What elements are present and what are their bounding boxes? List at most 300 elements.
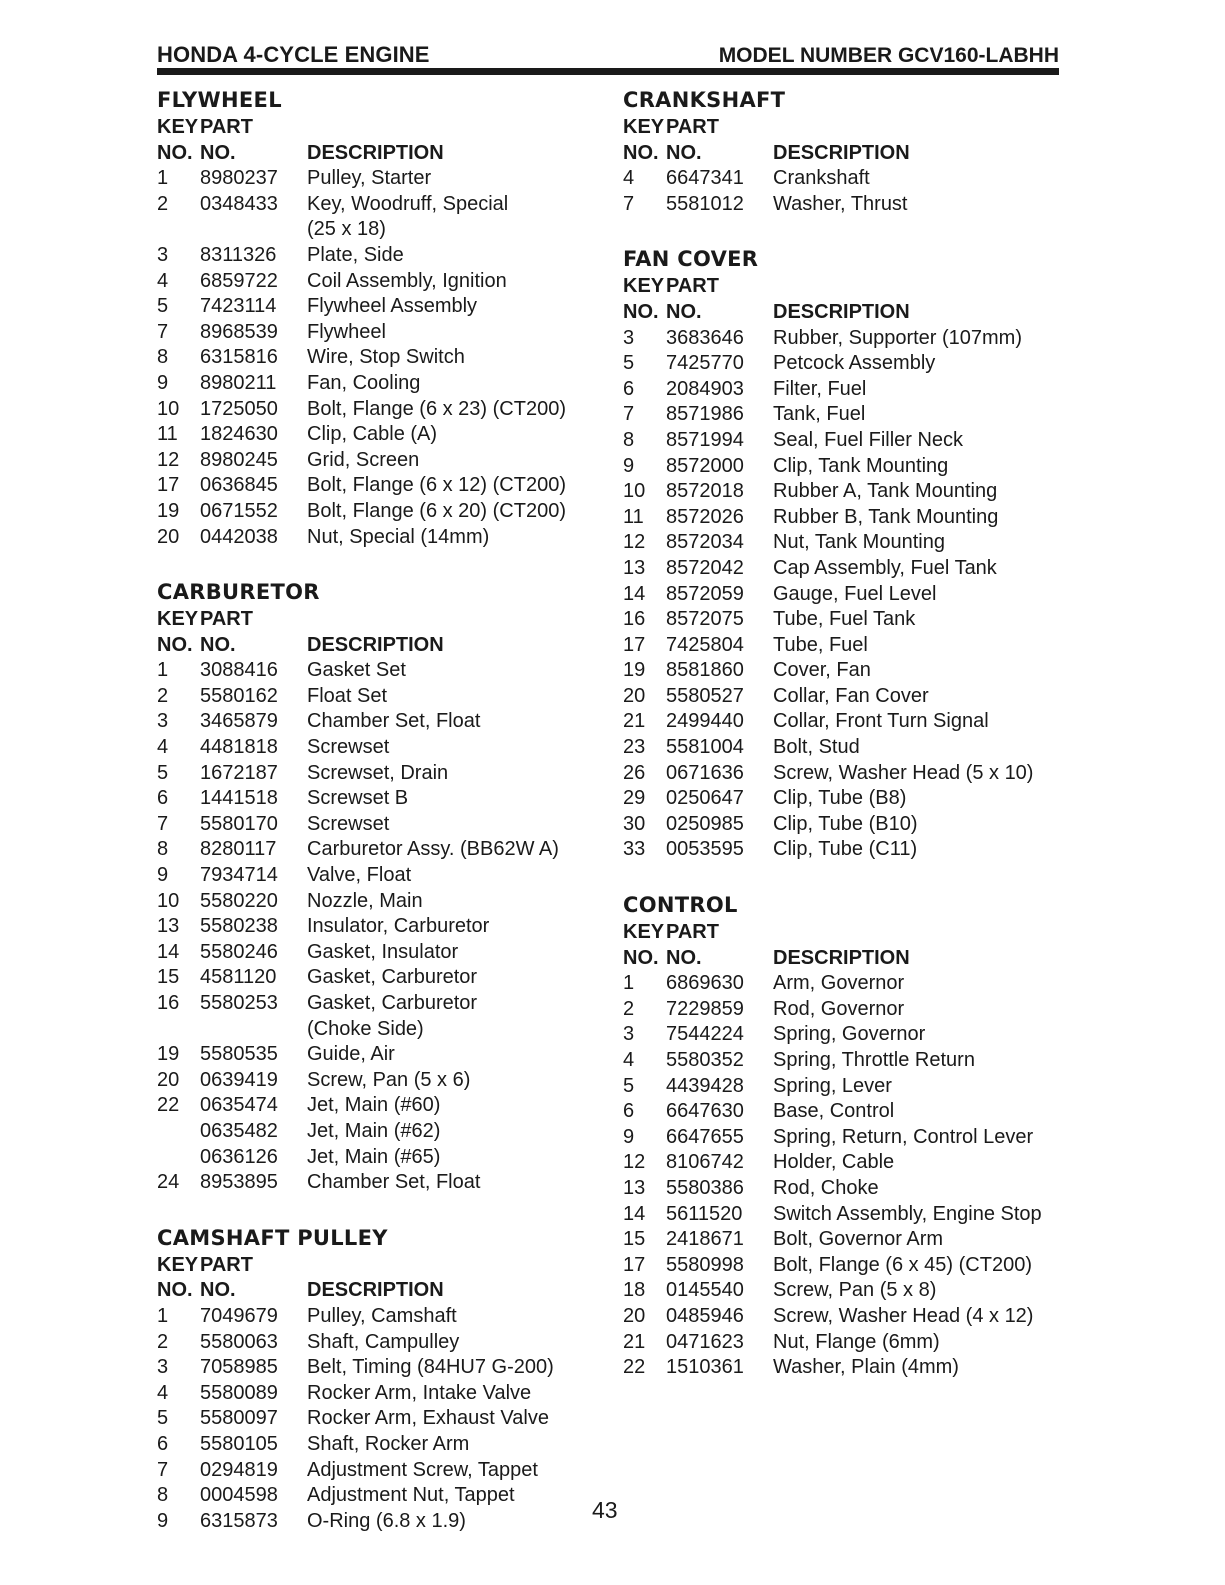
part-number: 5580170 bbox=[200, 812, 278, 835]
part-row bbox=[157, 525, 597, 551]
part-number: 5581012 bbox=[666, 192, 744, 215]
part-number: 8571986 bbox=[666, 403, 744, 426]
part-row bbox=[157, 1119, 597, 1145]
part-number: 0053595 bbox=[666, 838, 744, 861]
part-row bbox=[157, 1042, 597, 1068]
part-number: 0485946 bbox=[666, 1304, 744, 1327]
part-row bbox=[157, 1458, 597, 1484]
part-number: 5580253 bbox=[200, 992, 278, 1014]
part-description: Nut, Special (14mm) bbox=[307, 525, 490, 548]
column-heading-row bbox=[157, 115, 597, 141]
part-number: 0442038 bbox=[200, 525, 278, 548]
key-number: 20 bbox=[157, 525, 180, 548]
heading-description: DESCRIPTION bbox=[773, 141, 910, 164]
part-number: 8572034 bbox=[666, 531, 744, 554]
part-number: 0004598 bbox=[200, 1484, 278, 1507]
part-description: Pulley, Starter bbox=[307, 167, 432, 190]
part-description: Bolt, Flange (6 x 20) (CT200) bbox=[307, 499, 566, 522]
key-number: 7 bbox=[157, 1458, 169, 1481]
part-number: 0471623 bbox=[666, 1330, 744, 1353]
part-number: 0636845 bbox=[200, 474, 278, 497]
key-number: 26 bbox=[623, 761, 646, 784]
part-description: Collar, Front Turn Signal bbox=[773, 710, 989, 733]
key-number: 5 bbox=[157, 761, 169, 784]
part-row bbox=[157, 709, 597, 735]
part-description: Bolt, Governor Arm bbox=[773, 1228, 944, 1251]
part-description: Screw, Pan (5 x 8) bbox=[773, 1279, 937, 1302]
part-row bbox=[623, 1330, 1063, 1356]
part-number: 8980245 bbox=[200, 448, 278, 471]
part-row bbox=[623, 812, 1063, 838]
part-number: 1725050 bbox=[200, 397, 278, 420]
key-number: 11 bbox=[157, 423, 178, 446]
part-number: 8572026 bbox=[666, 505, 744, 528]
key-number: 6 bbox=[157, 1432, 169, 1455]
column-heading-row bbox=[623, 300, 1063, 326]
part-number: 7544224 bbox=[666, 1023, 744, 1046]
part-row bbox=[157, 1381, 597, 1407]
part-description: Bolt, Flange (6 x 45) (CT200) bbox=[773, 1253, 1032, 1276]
part-description: Rubber A, Tank Mounting bbox=[773, 480, 998, 503]
column-heading-row bbox=[623, 946, 1063, 972]
part-row bbox=[623, 607, 1063, 633]
page-number: 43 bbox=[592, 1497, 618, 1523]
key-number: 2 bbox=[157, 192, 169, 215]
part-number: 5580097 bbox=[200, 1407, 278, 1430]
part-row bbox=[623, 351, 1063, 377]
part-description: Float Set bbox=[307, 684, 388, 707]
key-number: 4 bbox=[157, 269, 169, 292]
part-description: Switch Assembly, Engine Stop bbox=[773, 1202, 1042, 1225]
key-number: 19 bbox=[157, 499, 180, 522]
part-description: Wire, Stop Switch bbox=[307, 346, 465, 369]
key-number: 14 bbox=[157, 940, 180, 963]
part-number: 5581004 bbox=[666, 736, 744, 759]
header-model-number: MODEL NUMBER GCV160-LABHH bbox=[718, 44, 1059, 67]
part-description: Petcock Assembly bbox=[773, 352, 936, 375]
part-number: 6647655 bbox=[666, 1125, 744, 1148]
key-number: 8 bbox=[623, 428, 635, 451]
part-description: Adjustment Screw, Tappet bbox=[307, 1458, 538, 1481]
heading-key: KEY bbox=[623, 921, 665, 944]
key-number: 19 bbox=[623, 659, 646, 682]
part-row bbox=[623, 1125, 1063, 1151]
part-number: 3683646 bbox=[666, 326, 744, 349]
part-number: 6647630 bbox=[666, 1100, 744, 1123]
part-description: Clip, Tank Mounting bbox=[773, 454, 949, 477]
part-description: Base, Control bbox=[773, 1100, 895, 1123]
section-title: CARBURETOR bbox=[157, 580, 320, 605]
heading-key-no: NO. bbox=[623, 141, 659, 164]
part-description: O-Ring (6.8 x 1.9) bbox=[307, 1509, 466, 1532]
heading-description: DESCRIPTION bbox=[307, 633, 444, 656]
part-row bbox=[157, 1432, 597, 1458]
part-description: Spring, Throttle Return bbox=[773, 1049, 975, 1071]
part-description: Gauge, Fuel Level bbox=[773, 582, 937, 605]
key-number: 8 bbox=[157, 346, 169, 369]
key-number: 24 bbox=[157, 1171, 180, 1194]
part-row bbox=[157, 1145, 597, 1171]
section-camshaft-pulley bbox=[157, 1223, 597, 1535]
key-number: 4 bbox=[623, 1049, 635, 1071]
part-number: 7058985 bbox=[200, 1356, 278, 1379]
part-row bbox=[623, 530, 1063, 556]
part-description: Rod, Governor bbox=[773, 997, 905, 1020]
part-description: Gasket, Insulator bbox=[307, 940, 459, 963]
part-number: 5580998 bbox=[666, 1253, 744, 1276]
part-row bbox=[157, 1330, 597, 1356]
part-row bbox=[623, 402, 1063, 428]
part-description: Shaft, Rocker Arm bbox=[307, 1432, 470, 1455]
heading-key: KEY bbox=[157, 1253, 199, 1276]
part-row bbox=[157, 914, 597, 940]
part-row bbox=[157, 863, 597, 889]
part-description: Jet, Main (#62) bbox=[307, 1119, 441, 1142]
part-number: 1510361 bbox=[666, 1356, 744, 1379]
part-description: Belt, Timing (84HU7 G-200) bbox=[307, 1356, 554, 1379]
part-number: 0294819 bbox=[200, 1458, 278, 1481]
part-row bbox=[157, 940, 597, 966]
key-number: 3 bbox=[623, 326, 635, 349]
part-description: Jet, Main (#60) bbox=[307, 1094, 441, 1117]
part-description: Insulator, Carburetor bbox=[307, 915, 490, 938]
part-description: Coil Assembly, Ignition bbox=[307, 269, 507, 292]
key-number: 6 bbox=[623, 1100, 635, 1123]
key-number: 6 bbox=[157, 787, 169, 810]
part-description: Seal, Fuel Filler Neck bbox=[773, 428, 964, 451]
key-number: 1 bbox=[157, 659, 169, 682]
key-number: 10 bbox=[623, 480, 646, 503]
part-description: Rubber B, Tank Mounting bbox=[773, 505, 999, 528]
part-description: (Choke Side) bbox=[307, 1017, 424, 1040]
part-row bbox=[623, 837, 1063, 863]
part-row bbox=[157, 658, 597, 684]
part-description: Tube, Fuel Tank bbox=[773, 608, 916, 631]
part-number: 0635482 bbox=[200, 1119, 278, 1142]
part-number: 7425770 bbox=[666, 352, 744, 375]
part-row bbox=[157, 345, 597, 371]
part-row bbox=[157, 1483, 597, 1509]
heading-key: KEY bbox=[157, 608, 199, 631]
part-row bbox=[623, 454, 1063, 480]
heading-part-no: NO. bbox=[200, 633, 236, 656]
part-row bbox=[623, 326, 1063, 352]
part-row bbox=[623, 1278, 1063, 1304]
key-number: 20 bbox=[623, 684, 646, 707]
part-number: 6647341 bbox=[666, 167, 744, 190]
key-number: 17 bbox=[157, 474, 180, 497]
heading-key-no: NO. bbox=[623, 300, 659, 323]
part-row bbox=[623, 1355, 1063, 1381]
part-description: Gasket, Carburetor bbox=[307, 966, 478, 989]
key-number: 30 bbox=[623, 812, 646, 835]
section-title: CONTROL bbox=[623, 893, 738, 918]
part-number: 2499440 bbox=[666, 710, 744, 733]
heading-part-no: NO. bbox=[666, 946, 702, 969]
heading-description: DESCRIPTION bbox=[307, 1279, 444, 1302]
part-number: 5580535 bbox=[200, 1043, 278, 1066]
part-description: Clip, Tube (C11) bbox=[773, 838, 918, 861]
part-row bbox=[157, 965, 597, 991]
part-row bbox=[157, 499, 597, 525]
part-row bbox=[157, 473, 597, 499]
key-number: 12 bbox=[157, 448, 180, 471]
column-heading-row bbox=[157, 1253, 597, 1279]
part-number: 5580105 bbox=[200, 1432, 278, 1455]
part-description: Washer, Thrust bbox=[773, 192, 908, 215]
key-number: 20 bbox=[157, 1068, 180, 1091]
part-number: 8953895 bbox=[200, 1171, 278, 1194]
part-number: 3088416 bbox=[200, 659, 278, 682]
part-number: 8980237 bbox=[200, 167, 278, 190]
part-description: Gasket, Carburetor bbox=[307, 992, 478, 1014]
key-number: 23 bbox=[623, 736, 646, 759]
key-number: 7 bbox=[157, 812, 169, 835]
key-number: 5 bbox=[623, 352, 635, 375]
section-flywheel bbox=[157, 85, 597, 550]
key-number: 7 bbox=[157, 320, 169, 343]
heading-key: KEY bbox=[623, 275, 665, 298]
part-row bbox=[157, 786, 597, 812]
part-number: 6859722 bbox=[200, 269, 278, 292]
column-heading-row bbox=[623, 141, 1063, 167]
part-row bbox=[623, 1202, 1063, 1228]
part-row bbox=[157, 837, 597, 863]
key-number: 21 bbox=[623, 710, 646, 733]
part-number: 0639419 bbox=[200, 1068, 278, 1091]
part-row bbox=[623, 479, 1063, 505]
part-description: Rubber, Supporter (107mm) bbox=[773, 326, 1023, 349]
part-description: Washer, Plain (4mm) bbox=[773, 1356, 959, 1379]
key-number: 3 bbox=[157, 710, 169, 733]
part-description: Nut, Tank Mounting bbox=[773, 531, 945, 554]
key-number: 15 bbox=[623, 1228, 646, 1251]
key-number: 6 bbox=[623, 377, 635, 400]
part-number: 8980211 bbox=[200, 371, 277, 394]
part-row bbox=[623, 377, 1063, 403]
key-number: 5 bbox=[623, 1074, 635, 1097]
heading-key: KEY bbox=[623, 116, 665, 138]
part-number: 5580386 bbox=[666, 1176, 744, 1199]
part-number: 8572042 bbox=[666, 556, 744, 579]
part-description: Screw, Washer Head (5 x 10) bbox=[773, 761, 1034, 784]
part-row bbox=[157, 243, 597, 269]
section-fan-cover bbox=[623, 244, 1063, 863]
part-number: 6315873 bbox=[200, 1509, 278, 1532]
part-row bbox=[157, 1068, 597, 1094]
part-row bbox=[157, 1509, 597, 1535]
part-description: Clip, Tube (B10) bbox=[773, 812, 918, 835]
heading-key-no: NO. bbox=[623, 946, 659, 969]
part-row bbox=[157, 397, 597, 423]
part-number: 7229859 bbox=[666, 997, 744, 1020]
key-number: 29 bbox=[623, 787, 646, 810]
part-number: 1672187 bbox=[200, 761, 278, 784]
part-description: Flywheel bbox=[307, 320, 386, 343]
heading-description: DESCRIPTION bbox=[307, 141, 444, 164]
column-heading-row bbox=[157, 141, 597, 167]
part-description: Spring, Lever bbox=[773, 1074, 892, 1097]
key-number: 1 bbox=[157, 1304, 169, 1327]
part-row bbox=[157, 1093, 597, 1119]
part-number: 4481818 bbox=[200, 736, 278, 759]
part-description: Screw, Washer Head (4 x 12) bbox=[773, 1304, 1034, 1327]
section-title: FLYWHEEL bbox=[157, 88, 282, 112]
part-row bbox=[623, 658, 1063, 684]
key-number: 8 bbox=[157, 838, 169, 861]
part-number: 8572000 bbox=[666, 454, 744, 477]
key-number: 3 bbox=[623, 1023, 635, 1046]
part-number: 2418671 bbox=[666, 1228, 744, 1251]
part-number: 6315816 bbox=[200, 346, 278, 369]
part-number: 5580220 bbox=[200, 889, 278, 912]
part-number: 5580352 bbox=[666, 1049, 744, 1071]
heading-part-no: NO. bbox=[666, 141, 702, 164]
part-number: 8968539 bbox=[200, 320, 278, 343]
part-row bbox=[157, 166, 597, 192]
column-heading-row bbox=[623, 920, 1063, 946]
key-number: 4 bbox=[157, 1381, 169, 1404]
part-description: Clip, Tube (B8) bbox=[773, 787, 907, 810]
part-row bbox=[623, 1253, 1063, 1279]
part-row bbox=[623, 684, 1063, 710]
heading-part: PART bbox=[200, 608, 253, 631]
part-row bbox=[623, 1074, 1063, 1100]
section-crankshaft bbox=[623, 85, 1063, 217]
key-number: 1 bbox=[623, 972, 635, 995]
part-number: 5580063 bbox=[200, 1330, 278, 1353]
column-heading-row bbox=[623, 274, 1063, 300]
part-description: Cap Assembly, Fuel Tank bbox=[773, 556, 997, 579]
part-description: Spring, Return, Control Lever bbox=[773, 1125, 1034, 1148]
part-description: Pulley, Camshaft bbox=[307, 1304, 457, 1327]
part-row bbox=[157, 320, 597, 346]
part-number: 0671636 bbox=[666, 761, 744, 784]
section-title: CAMSHAFT PULLEY bbox=[157, 1225, 388, 1250]
part-number: 1824630 bbox=[200, 423, 278, 446]
part-description: Grid, Screen bbox=[307, 448, 420, 471]
section-title: FAN COVER bbox=[623, 247, 759, 272]
key-number: 8 bbox=[157, 1484, 169, 1507]
part-description: Adjustment Nut, Tappet bbox=[307, 1484, 515, 1507]
part-number: 0145540 bbox=[666, 1279, 744, 1302]
key-number: 9 bbox=[157, 371, 169, 394]
key-number: 4 bbox=[623, 167, 635, 190]
part-row bbox=[623, 761, 1063, 787]
part-description: Chamber Set, Float bbox=[307, 1171, 481, 1194]
part-description: Tank, Fuel bbox=[773, 403, 866, 426]
heading-key-no: NO. bbox=[157, 1279, 193, 1302]
part-description: Chamber Set, Float bbox=[307, 710, 481, 733]
left-column bbox=[157, 85, 597, 1561]
key-number: 18 bbox=[623, 1279, 646, 1302]
key-number: 21 bbox=[623, 1330, 646, 1353]
part-description: Bolt, Flange (6 x 12) (CT200) bbox=[307, 474, 566, 497]
part-row bbox=[157, 735, 597, 761]
part-row bbox=[157, 761, 597, 787]
part-row bbox=[623, 428, 1063, 454]
part-number: 0635474 bbox=[200, 1094, 278, 1117]
part-description: Key, Woodruff, Special bbox=[307, 192, 509, 215]
part-row bbox=[623, 1150, 1063, 1176]
part-number: 7934714 bbox=[200, 864, 278, 887]
heading-description: DESCRIPTION bbox=[773, 946, 910, 969]
part-number: 8572018 bbox=[666, 480, 744, 503]
section-carburetor bbox=[157, 577, 597, 1196]
part-row bbox=[623, 735, 1063, 761]
key-number: 7 bbox=[623, 403, 635, 426]
heading-key-no: NO. bbox=[157, 141, 193, 164]
key-number: 4 bbox=[157, 736, 169, 759]
part-row bbox=[623, 1176, 1063, 1202]
heading-part: PART bbox=[200, 1253, 253, 1276]
key-number: 17 bbox=[623, 1253, 646, 1276]
part-number: 8572059 bbox=[666, 582, 744, 605]
part-row bbox=[157, 889, 597, 915]
key-number: 14 bbox=[623, 582, 646, 605]
part-row bbox=[623, 166, 1063, 192]
header-engine-title: HONDA 4-CYCLE ENGINE bbox=[157, 42, 430, 67]
heading-part-no: NO. bbox=[200, 141, 236, 164]
part-description: Bolt, Stud bbox=[773, 736, 860, 759]
part-description: Guide, Air bbox=[307, 1043, 395, 1066]
key-number: 19 bbox=[157, 1043, 180, 1066]
key-number: 5 bbox=[157, 295, 169, 318]
heading-part-no: NO. bbox=[200, 1279, 236, 1302]
part-row bbox=[157, 812, 597, 838]
part-row bbox=[157, 371, 597, 397]
part-number: 8581860 bbox=[666, 659, 744, 682]
part-row bbox=[623, 633, 1063, 659]
part-row bbox=[623, 786, 1063, 812]
key-number: 2 bbox=[157, 684, 169, 707]
part-row bbox=[157, 269, 597, 295]
key-number: 2 bbox=[157, 1330, 169, 1353]
part-description: (25 x 18) bbox=[307, 218, 386, 241]
part-row bbox=[623, 192, 1063, 218]
part-row bbox=[157, 1170, 597, 1196]
part-row bbox=[623, 709, 1063, 735]
key-number: 9 bbox=[623, 454, 635, 477]
key-number: 12 bbox=[623, 1151, 646, 1174]
heading-description: DESCRIPTION bbox=[773, 300, 910, 323]
part-description: Screwset bbox=[307, 812, 390, 835]
key-number: 10 bbox=[157, 889, 180, 912]
heading-key: KEY bbox=[157, 116, 199, 138]
part-description: Fan, Cooling bbox=[307, 371, 421, 394]
part-number: 5580246 bbox=[200, 940, 278, 963]
key-number: 9 bbox=[157, 864, 169, 887]
part-number: 8280117 bbox=[200, 838, 277, 861]
part-number: 5580527 bbox=[666, 684, 744, 707]
part-number: 5580162 bbox=[200, 684, 278, 707]
part-description: Cover, Fan bbox=[773, 659, 871, 682]
part-description: Rod, Choke bbox=[773, 1176, 879, 1199]
part-number: 8311326 bbox=[200, 243, 277, 266]
part-row bbox=[157, 422, 597, 448]
part-number: 3465879 bbox=[200, 710, 278, 733]
key-number: 13 bbox=[623, 556, 646, 579]
key-number: 2 bbox=[623, 997, 635, 1020]
part-number: 7049679 bbox=[200, 1304, 278, 1327]
part-row bbox=[623, 505, 1063, 531]
part-row bbox=[623, 1304, 1063, 1330]
part-number: 8572075 bbox=[666, 608, 744, 631]
part-description: Screwset, Drain bbox=[307, 761, 449, 784]
right-column bbox=[623, 85, 1063, 1408]
part-description: Arm, Governor bbox=[773, 972, 905, 995]
part-row bbox=[157, 294, 597, 320]
